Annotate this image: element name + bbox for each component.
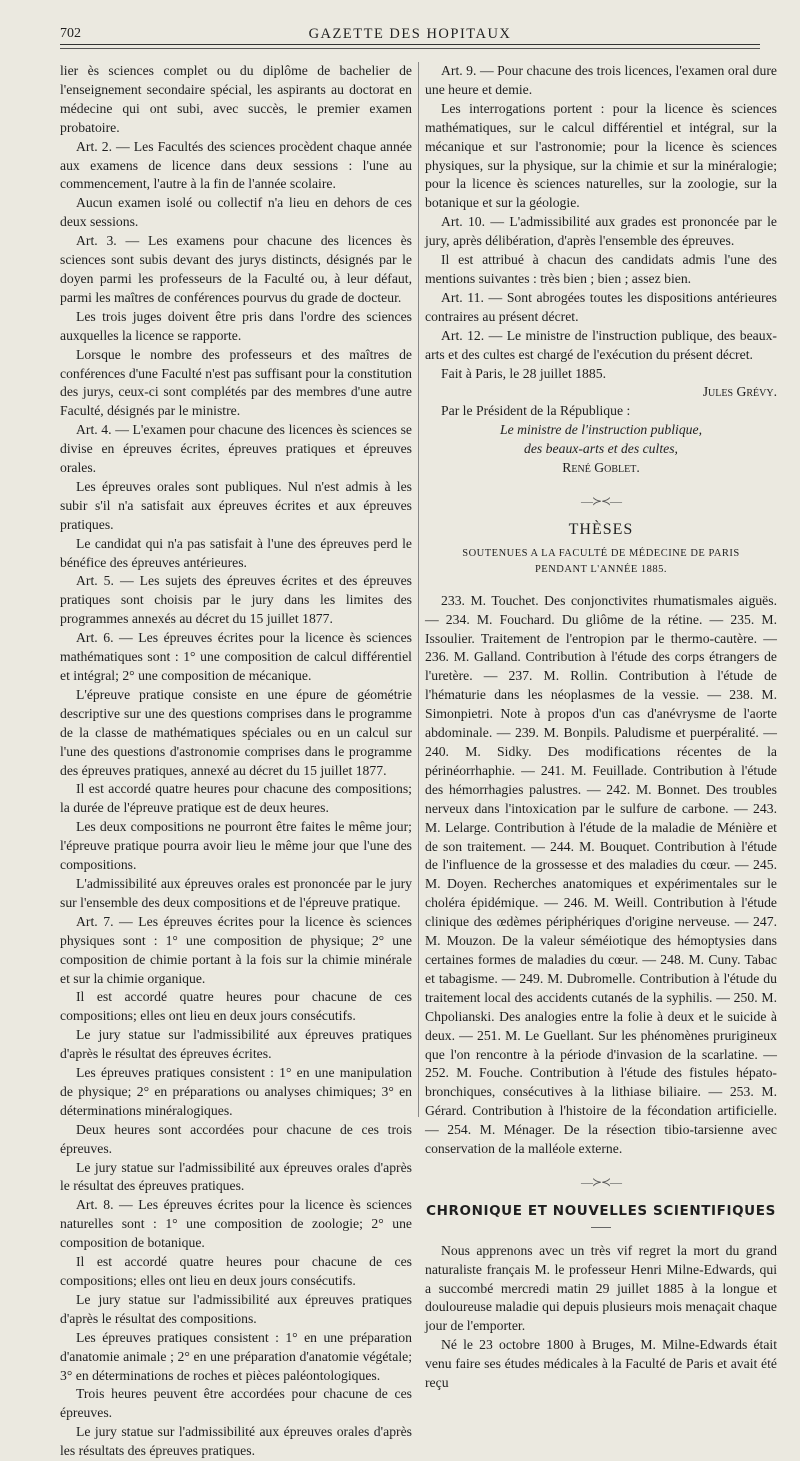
paragraph: L'admissibilité aux épreuves orales est prononcée par le jury sur l'ensemble des deux compositions et de l'épreuve pratique.: [60, 875, 412, 910]
paragraph: Art. 12. — Le ministre de l'instruction publique, des beaux-arts et des cultes est chargé de l'exécution du présent décret.: [425, 327, 777, 362]
paragraph: Aucun examen isolé ou collectif n'a lieu en dehors de ces deux sessions.: [60, 195, 412, 230]
signature-by: Par le Président de la République :: [441, 403, 631, 419]
paragraph: Les deux compositions ne pourront être faites le même jour; l'épreuve pratique pourra avoir lieu le même jour que l'une des compositions.: [60, 819, 412, 873]
paragraph: Les épreuves orales sont publiques. Nul n'est admis à les subir s'il n'a satisfait aux épreuves écrites et aux épreuves pratiques.: [60, 478, 412, 532]
left-column: [60, 62, 412, 1461]
theses-subtitle: [425, 546, 777, 578]
section-separator: —≻≺—: [580, 1174, 622, 1189]
paragraph: Art. 3. — Les examens pour chacune des licences ès sciences sont subis devant des jurys distincts, désignés par le doyen parmi les professeurs de la Faculté ou, à leur défaut, parmi les maîtres de conférences pourvus du grade de docteur.: [60, 233, 412, 305]
header-rule-secondary: [60, 48, 760, 49]
paragraph: Art. 4. — L'examen pour chacune des licences ès sciences se divise en épreuves écrites, épreuves pratiques et épreuves orales.: [60, 422, 412, 476]
paragraph: Le candidat qui n'a pas satisfait à l'une des épreuves perd le bénéfice des épreuves antérieures.: [60, 535, 412, 570]
minister-line-2: des beaux-arts et des cultes,: [524, 441, 678, 457]
paragraph: Les interrogations portent : pour la licence ès sciences mathématiques, sur le calcul différentiel et intégral, sur la mécanique et sur l'astronomie; pour la licence ès sciences physiques, sur la physique, sur la chimie et sur la minéralogie; pour la licence ès sciences naturelles, sur la zoologie, sur la botanique et sur la géologie.: [425, 100, 777, 211]
paragraph: Le jury statue sur l'admissibilité aux épreuves pratiques d'après le résultat des compositions.: [60, 1291, 412, 1326]
paragraph: Il est attribué à chacun des candidats admis l'une des mentions suivantes : très bien ; bien ; assez bien.: [425, 252, 777, 286]
paragraph: Deux heures sont accordées pour chacune de ces trois épreuves.: [60, 1121, 412, 1156]
paragraph: Art. 7. — Les épreuves écrites pour la licence ès sciences physiques sont : 1° une composition de physique; 2° une composition de chimie portant à la fois sur la chimie minérale et sur la chimie organique.: [60, 913, 412, 986]
minister-line-1: Le ministre de l'instruction publique,: [499, 422, 703, 438]
running-title: GAZETTE DES HOPITAUX: [308, 26, 512, 42]
paragraph: Il est accordé quatre heures pour chacune de ces compositions; elles ont lieu en deux jours consécutifs.: [60, 1254, 412, 1288]
paragraph: Le jury statue sur l'admissibilité aux épreuves orales d'après le résultat des épreuves pratiques.: [60, 1159, 412, 1194]
paragraph: Nous apprenons avec un très vif regret la mort du grand naturaliste français M. le professeur Henri Milne-Edwards, qui a succombé mercredi matin 29 juillet 1885 à la longue et douloureuse maladie qui depuis plusieurs mois menaçait chaque jour de l'emporter.: [425, 1242, 777, 1334]
theses-subtitle-line-2: PENDANT L'ANNÉE 1885.: [534, 563, 668, 575]
paragraph: Art. 6. — Les épreuves écrites pour la licence ès sciences mathématiques sont : 1° une composition de calcul différentiel et intégral; 2° une composition de mécanique.: [60, 630, 412, 683]
paragraph: Fait à Paris, le 28 juillet 1885.: [441, 365, 606, 381]
paragraph: Art. 10. — L'admissibilité aux grades est prononcée par le jury, après délibération, d'après l'ensemble des épreuves.: [425, 214, 777, 249]
paragraph: Le jury statue sur l'admissibilité aux épreuves pratiques d'après le résultat des épreuves écrites.: [60, 1027, 412, 1062]
paragraph: L'épreuve pratique consiste en une épure de géométrie descriptive sur une des questions comprises dans le programme de la classe de mathématiques spéciales ou en un calcul sur l'une des questions d'astronomie comprises dans le programme des épreuves pratiques, annexé au décret du 15 juillet 1877.: [60, 686, 412, 778]
paragraph: lier ès sciences complet ou du diplôme de bachelier de l'enseignement secondaire spécial, les aspirants au doctorat en médecine qui ont subi, avec succès, le premier examen probatoire.: [60, 63, 412, 135]
paragraph: Les trois juges doivent être pris dans l'ordre des sciences auxquelles la licence se rapporte.: [60, 308, 412, 343]
paragraph: Il est accordé quatre heures pour chacune des compositions; la durée de l'épreuve pratique est de deux heures.: [60, 781, 412, 816]
paragraph: Art. 11. — Sont abrogées toutes les dispositions antérieures contraires au présent décret.: [425, 289, 777, 324]
theses-list: 233. M. Touchet. Des conjonctivites rhumatismales aiguës. — 234. M. Fouchard. Du gliôme de la rétine. — 235. M. Issoulier. Traitement de l'entropion par le thermo-cautère. — 236. M. Galland. Contribution à l'étude des corps étrangers de l'uretère. — 237. M. Rollin. Contribution à l'étude de l'hématurie dans les néoplasmes de la vessie. — 238. M. Simonpietri. Note à propos d'un cas d'anévrysme de l'aorte abdominale. — 239. M. Bonpils. Paludisme et puerpéralité. — 240. M. Sidky. Des modifications récentes de la périnéorrhaphie. — 241. M. Feuillade. Contribution à l'étude des hémorrhagies palustres. — 242. M. Bonnet. Des troubles nerveux dans l'intoxication par le sulfure de carbone. — 243. M. Lelarge. Contribution à l'étude de la maladie de Ménière et de son traitement. — 244. M. Bouquet. Contribution à l'étude de l'influence de la grossesse et des maladies du cœur. — 245. M. Doyen. Recherches anatomiques et expérimentales sur le choléra épidémique. — 246. M. Weill. Contribution à l'étude clinique des œdèmes périphériques d'origine nerveuse. — 247. M. Mouzon. De la valeur séméiotique des hémoptysies dans certaines formes de maladies du cœur. — 248. M. Cuny. Tabac et tabagisme. — 249. M. Dubromelle. Contribution à l'étude du traitement local des accidents cutanés de la syphilis. — 250. M. Chpolianski. Des analogies entre la folie à deux et le suicide à deux. — 251. M. Le Guellant. Sur les phénomènes prurigineux que l'on rencontre à la période d'invasion de la scarlatine. — 252. M. Fouche. Contribution à l'étude des fistules hépato-bronchiques, consécutives à la lithiase biliaire. — 253. M. Gérard. Contribution à l'histoire de la fécondation artificielle. — 254. M. Ménager. De la résection tibio-tarsienne avec conservation de la malléole externe.: [425, 592, 777, 1157]
header-rule: [60, 44, 760, 45]
title-rule: [591, 1227, 611, 1228]
theses-title: THÈSES: [568, 520, 634, 538]
paragraph: Art. 5. — Les sujets des épreuves écrites et des épreuves pratiques sont choisis par le jury dans les limites des programmes annexés au décret du 15 juillet 1877.: [60, 573, 412, 627]
paragraph: Le jury statue sur l'admissibilité aux épreuves orales d'après les résultats des épreuves pratiques.: [60, 1424, 412, 1459]
paragraph: Lorsque le nombre des professeurs et des maîtres de conférences d'une Faculté n'est pas suffisant pour la constitution des jurys, ceux-ci sont complétés par des membres d'une autre Faculté, désignés par le ministre.: [60, 346, 412, 419]
section-separator: —≻≺—: [580, 493, 622, 508]
paragraph: Trois heures peuvent être accordées pour chacune de ces épreuves.: [60, 1386, 412, 1421]
column-divider: [418, 62, 419, 1117]
paragraph: Les épreuves pratiques consistent : 1° en une préparation d'anatomie animale ; 2° en une préparation d'anatomie végétale; 3° en déterminations de roches et pièces paléontologiques.: [60, 1329, 412, 1383]
theses-subtitle-line-1: SOUTENUES A LA FACULTÉ DE MÉDECINE DE PARIS: [462, 547, 740, 559]
paragraph: Art. 8. — Les épreuves écrites pour la licence ès sciences naturelles sont : 1° une composition de zoologie; 2° une composition de botanique.: [60, 1197, 412, 1251]
right-column: [425, 62, 777, 1393]
signature-name: Jules Grévy.: [702, 384, 777, 400]
paragraph: Il est accordé quatre heures pour chacune de ces compositions; elles ont lieu en deux jours consécutifs.: [60, 989, 412, 1024]
chronique-title: CHRONIQUE ET NOUVELLES SCIENTIFIQUES: [426, 1202, 776, 1219]
paragraph: Art. 9. — Pour chacune des trois licences, l'examen oral dure une heure et demie.: [425, 63, 777, 97]
paragraph: Art. 2. — Les Facultés des sciences procèdent chaque année aux examens de licence dans deux sessions : l'une au commencement, l'autre à la fin de l'année scolaire.: [60, 138, 412, 192]
page-number: 702: [60, 26, 81, 41]
paragraph: Né le 23 octobre 1800 à Bruges, M. Milne-Edwards était venu faire ses études médicales à la Faculté de Paris et avait été reçu: [425, 1337, 777, 1391]
paragraph: Les épreuves pratiques consistent : 1° en une manipulation de physique; 2° en préparations ou analyses chimiques; 3° en déterminations minéralogiques.: [60, 1065, 412, 1118]
minister-name: René Goblet.: [562, 460, 640, 476]
